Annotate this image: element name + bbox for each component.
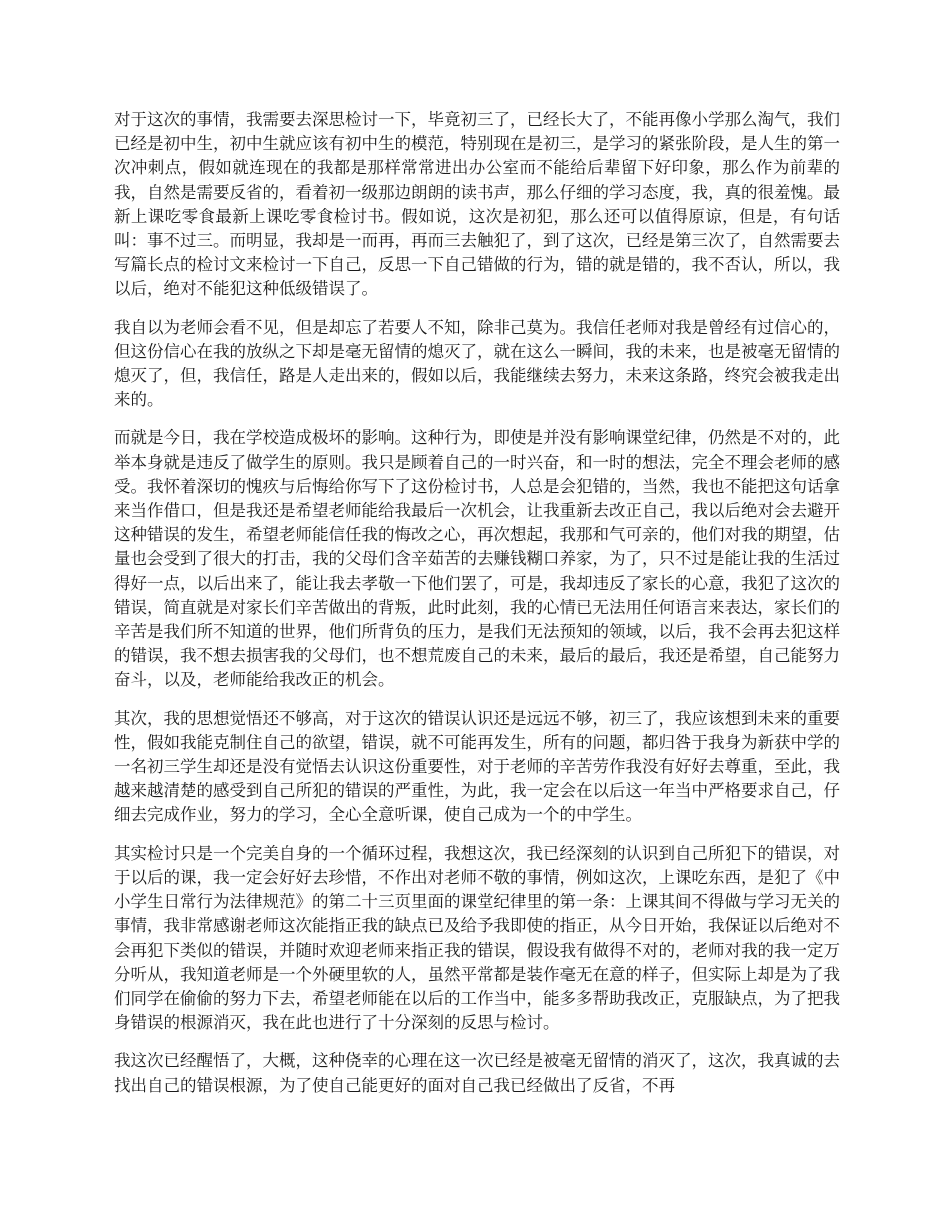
document-body — [114, 108, 840, 1112]
paragraph-4: 其次，我的思想觉悟还不够高，对于这次的错误认识还是远远不够，初三了，我应该想到未来的重要性，假如我能克制住自己的欲望，错误，就不可能再发生，所有的问题，都归咎于我身为新获中学的一名初三学生却还是没有觉悟去认识这份重要性，对于老师的辛苦劳作我没有好好去尊重，至此，我越来越清楚的感受到自己所犯的错误的严重性，为此，我一定会在以后这一年当中严格要求自己，仔细去完成作业，努力的学习，全心全意听课，使自己成为一个的中学生。 — [114, 708, 840, 825]
paragraph-3: 而就是今日，我在学校造成极坏的影响。这种行为，即使是并没有影响课堂纪律，仍然是不对的，此举本身就是违反了做学生的原则。我只是顾着自己的一时兴奋，和一时的想法，完全不理会老师的感受。我怀着深切的愧疚与后悔给你写下了这份检讨书，人总是会犯错的，当然，我也不能把这句话拿来当作借口，但是我还是希望老师能给我最后一次机会，让我重新去改正自己，我以后绝对会去避开这种错误的发生，希望老师能信任我的悔改之心，再次想起，我那和气可亲的，他们对我的期望，估量也会受到了很大的打击，我的父母们含辛茹苦的去赚钱糊口养家，为了，只不过是能让我的生活过得好一点，以后出来了，能让我去孝敬一下他们罢了，可是，我却违反了家长的心意，我犯了这次的错误，简直就是对家长们辛苦做出的背叛，此时此刻，我的心情已无法用任何语言来表达，家长们的辛苦是我们所不知道的世界，他们所背负的压力，是我们无法预知的领域，以后，我不会再去犯这样的错误，我不想去损害我的父母们，也不想荒废自己的未来，最后的最后，我还是希望，自己能努力奋斗，以及，老师能给我改正的机会。 — [114, 428, 840, 690]
paragraph-2: 我自以为老师会看不见，但是却忘了若要人不知，除非己莫为。我信任老师对我是曾经有过信心的，但这份信心在我的放纵之下却是毫无留情的熄灭了，就在这么一瞬间，我的未来，也是被毫无留情的熄灭了，但，我信任，路是人走出来的，假如以后，我能继续去努力，未来这条路，终究会被我走出来的。 — [114, 317, 840, 410]
paragraph-1: 对于这次的事情，我需要去深思检讨一下，毕竟初三了，已经长大了，不能再像小学那么淘气，我们已经是初中生，初中生就应该有初中生的模范，特别现在是初三，是学习的紧张阶段，是人生的第一次冲刺点，假如就连现在的我都是那样常常进出办公室而不能给后辈留下好印象，那么作为前辈的我，自然是需要反省的，看着初一级那边朗朗的读书声，那么仔细的学习态度，我，真的很羞愧。最新上课吃零食最新上课吃零食检讨书。假如说，这次是初犯，那么还可以值得原谅，但是，有句话叫：事不过三。而明显，我却是一而再，再而三去触犯了，到了这次，已经是第三次了，自然需要去写篇长点的检讨文来检讨一下自己，反思一下自己错做的行为，错的就是错的，我不否认，所以，我以后，绝对不能犯这种低级错误了。 — [114, 110, 840, 299]
paragraph-5: 其实检讨只是一个完美自身的一个循环过程，我想这次，我已经深刻的认识到自己所犯下的错误，对于以后的课，我一定会好好去珍惜，不作出对老师不敬的事情，例如这次，上课吃东西，是犯了《中小学生日常行为法律规范》的第二十三页里面的课堂纪律里的第一条：上课其间不得做与学习无关的事情，我非常感谢老师这次能指正我的缺点已及给予我即使的指正，从今日开始，我保证以后绝对不会再犯下类似的错误，并随时欢迎老师来指正我的错误，假设我有做得不对的，老师对我的我一定万分听从，我知道老师是一个外硬里软的人，虽然平常都是装作毫无在意的样子，但实际上却是为了我们同学在偷偷的努力下去，希望老师能在以后的工作当中，能多多帮助我改正，克服缺点，为了把我身错误的根源消灭，我在此也进行了十分深刻的反思与检讨。 — [114, 843, 840, 1033]
paragraph-6: 我这次已经醒悟了，大概，这种侥幸的心理在这一次已经是被毫无留情的消灭了，这次，我真诚的去找出自己的错误根源，为了使自己能更好的面对自己我已经做出了反省，不再 — [114, 1051, 840, 1095]
